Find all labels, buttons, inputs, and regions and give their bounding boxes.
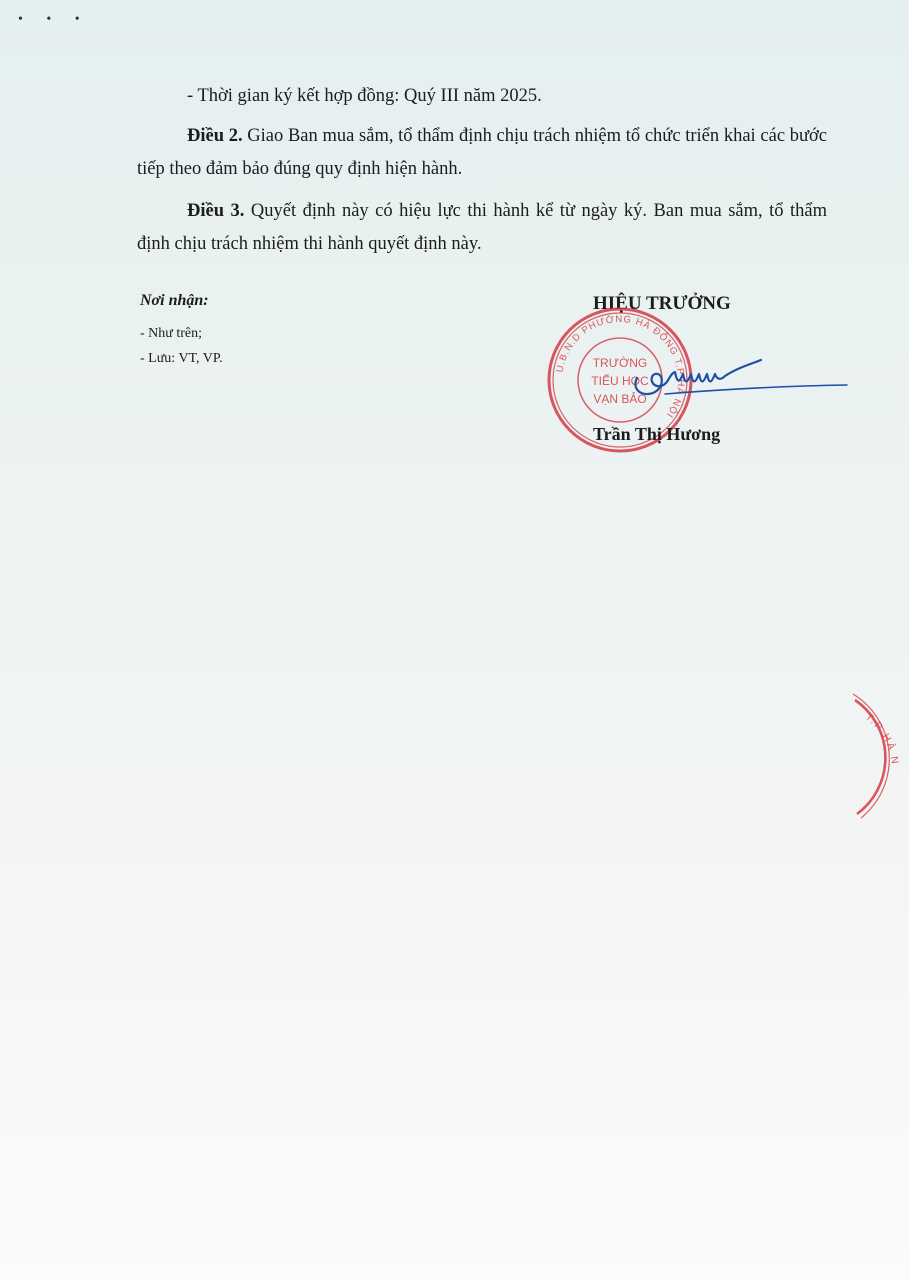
signer-title: HIỆU TRƯỞNG [593, 293, 731, 314]
handwritten-signature [625, 350, 855, 410]
recipient-item: - Lưu: VT, VP. [140, 351, 223, 366]
contract-time-text: - Thời gian ký kết hợp đồng: Quý III năm 2025. [187, 86, 542, 106]
svg-text:T.P HÀ N [863, 712, 900, 767]
article-2-label: Điều 2. [187, 126, 243, 146]
article-3-label: Điều 3. [187, 201, 245, 221]
seal-line-1: TRƯỜNG [592, 356, 648, 370]
seal-line-3: VẠN BẢO [593, 392, 647, 406]
seal-line-2: TIỂU HỌC [591, 374, 649, 388]
contract-time-line [137, 80, 827, 113]
article-2 [137, 120, 827, 186]
corner-dots: • • • [18, 12, 90, 27]
recipients-title: Nơi nhận: [140, 292, 209, 309]
recipient-item: - Như trên; [140, 326, 203, 341]
article-3 [137, 195, 827, 261]
seal-outer-text: U.B.N.D PHƯỜNG HÀ ĐÔNG T.P HÀ NỘI [554, 313, 687, 421]
signer-name: Trần Thị Hương [593, 424, 721, 444]
partial-seal-edge [845, 690, 909, 820]
article-2-text: Giao Ban mua sắm, tổ thẩm định chịu trách nhiệm tổ chức triển khai các bước tiếp theo đảm bảo đúng quy định hiện hành. [137, 126, 828, 179]
article-3-text: Quyết định này có hiệu lực thi hành kể từ ngày ký. Ban mua sắm, tổ thẩm định chịu trách nhiệm thi hành quyết định này. [137, 201, 827, 254]
partial-seal-text: T.P HÀ N [863, 711, 901, 767]
